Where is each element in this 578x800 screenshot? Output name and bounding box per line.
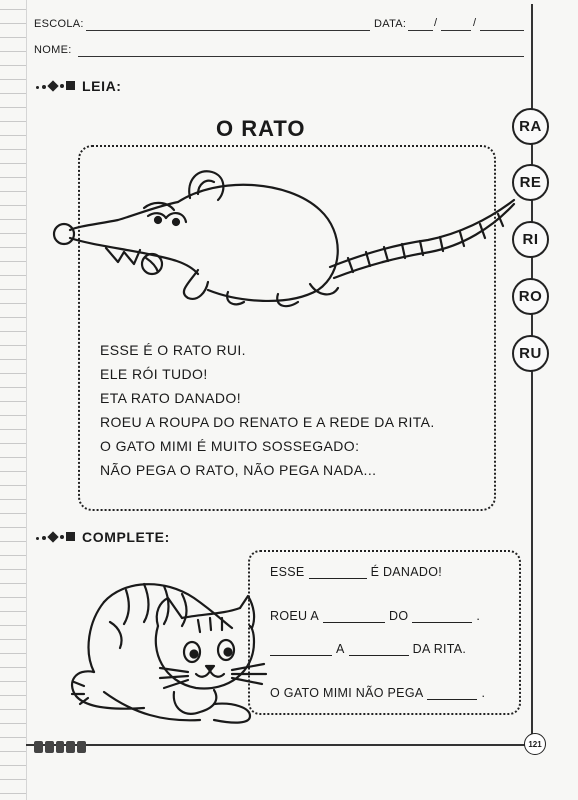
ornament-icon <box>36 530 76 544</box>
ornament-icon <box>36 79 76 93</box>
syllable-ro: RO <box>512 278 549 315</box>
blank-field[interactable] <box>412 610 472 623</box>
complete-section-label <box>36 529 170 545</box>
blank-field[interactable] <box>309 566 367 579</box>
fill-text: ESSE <box>270 565 305 579</box>
date-separator: / <box>434 17 438 29</box>
school-label: ESCOLA: <box>34 18 84 30</box>
notebook-spiral <box>0 0 27 800</box>
fill-text: . <box>476 609 481 623</box>
rat-illustration <box>48 162 518 312</box>
date-label: DATA: <box>374 18 407 30</box>
fill-text: DO <box>389 609 409 623</box>
syllable-re: RE <box>512 164 549 201</box>
blank-field[interactable] <box>427 687 477 700</box>
read-label-text: LEIA: <box>82 78 122 94</box>
publisher-logo <box>34 741 86 753</box>
story-line: ESSE É O RATO RUI. <box>100 342 246 358</box>
name-label: NOME: <box>34 44 72 56</box>
fill-text: ROEU A <box>270 609 320 623</box>
syllable-ru: RU <box>512 335 549 372</box>
fill-text: É DANADO! <box>370 565 443 579</box>
syllable-ri: RI <box>512 221 549 258</box>
blank-field[interactable] <box>323 610 385 623</box>
blank-field[interactable] <box>270 643 332 656</box>
name-field[interactable] <box>78 56 524 57</box>
fill-sentence-1 <box>270 565 442 579</box>
fill-sentence-4 <box>270 686 485 700</box>
fill-text: A <box>336 642 345 656</box>
date-separator: / <box>473 17 477 29</box>
story-title: O RATO <box>216 116 306 141</box>
fill-sentence-2 <box>270 609 480 623</box>
story-line: ETA RATO DANADO! <box>100 390 241 406</box>
fill-text: DA RITA. <box>412 642 467 656</box>
story-line: ELE RÓI TUDO! <box>100 366 208 382</box>
story-line: O GATO MIMI É MUITO SOSSEGADO: <box>100 438 360 454</box>
story-line: ROEU A ROUPA DO RENATO E A REDE DA RITA. <box>100 414 435 430</box>
date-month-field[interactable] <box>441 30 471 31</box>
school-field[interactable] <box>86 30 370 31</box>
fill-sentence-3 <box>270 642 466 656</box>
complete-label-text: COMPLETE: <box>82 529 170 545</box>
story-text <box>100 338 435 482</box>
syllable-ra: RA <box>512 108 549 145</box>
date-day-field[interactable] <box>408 30 433 31</box>
story-line: NÃO PEGA O RATO, NÃO PEGA NADA... <box>100 462 377 478</box>
date-year-field[interactable] <box>480 30 524 31</box>
page-number: 121 <box>524 733 546 755</box>
fill-text: . <box>481 686 486 700</box>
read-section-label <box>36 78 122 94</box>
blank-field[interactable] <box>349 643 409 656</box>
fill-text: O GATO MIMI NÃO PEGA <box>270 686 424 700</box>
cat-illustration <box>64 572 274 730</box>
